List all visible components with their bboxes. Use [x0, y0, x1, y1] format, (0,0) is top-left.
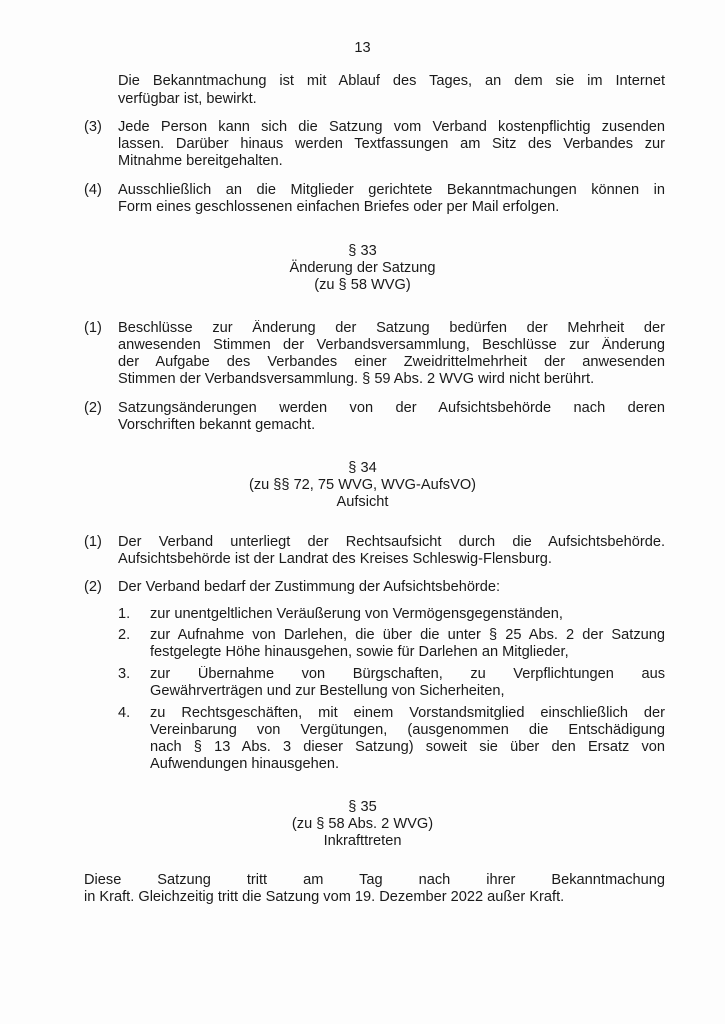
subitem-line: festgelegte Höhe hinausgehen, sowie für Darlehen an Mitglieder, [150, 644, 569, 660]
subitem-number: 1. [118, 606, 131, 622]
body-line: Diese Satzung tritt am Tag nach ihrer Bekanntmachung [84, 872, 665, 888]
item-line: Aufsichtsbehörde ist der Landrat des Kreises Schleswig-Flensburg. [118, 551, 552, 567]
section-title: Inkrafttreten [323, 833, 402, 849]
section-heading: § 35 [348, 799, 377, 815]
subitem-line: Aufwendungen hinausgehen. [150, 756, 340, 772]
item-number: (1) [84, 320, 102, 336]
subitem-line: zu Rechtsgeschäften, mit einem Vorstandsmitglied einschließlich der [150, 705, 665, 721]
page-number: 13 [354, 40, 371, 56]
intro-line: verfügbar ist, bewirkt. [118, 91, 257, 107]
item-line: Stimmen der Verbandsversammlung. § 59 Abs. 2 WVG wird nicht berührt. [118, 371, 595, 387]
intro-line: Die Bekanntmachung ist mit Ablauf des Tages, an dem sie im Internet [118, 73, 665, 89]
subitem-number: 3. [118, 666, 131, 682]
item-line: Der Verband bedarf der Zustimmung der Aufsichtsbehörde: [118, 579, 501, 595]
section-heading: § 34 [348, 460, 377, 476]
subitem-number: 4. [118, 705, 131, 721]
subitem-number: 2. [118, 627, 131, 643]
subitem-line: Gewährverträgen und zur Bestellung von Sicherheiten, [150, 683, 505, 699]
item-number: (4) [84, 182, 102, 198]
item-line: anwesenden Stimmen der Verbandsversammlung, Beschlüsse zur Änderung [118, 337, 665, 353]
item-line: Satzungsänderungen werden von der Aufsichtsbehörde nach deren [118, 400, 665, 416]
section-heading: § 33 [348, 243, 377, 259]
item-line: lassen. Darüber hinaus werden Textfassungen am Sitz des Verbandes zur [118, 136, 665, 152]
subitem-line: zur unentgeltlichen Veräußerung von Vermögensgegenständen, [150, 606, 563, 622]
item-number: (1) [84, 534, 102, 550]
subitem-line: nach § 13 Abs. 3 dieser Satzung) soweit sie über den Ersatz von [150, 739, 665, 755]
subitem-line: Vereinbarung von Vergütungen, (ausgenommen die Entschädigung [150, 722, 665, 738]
section-title: Aufsicht [336, 494, 389, 510]
item-number: (2) [84, 579, 102, 595]
item-line: Ausschließlich an die Mitglieder gerichtete Bekanntmachungen können in [118, 182, 665, 198]
item-line: Mitnahme bereitgehalten. [118, 153, 283, 169]
section-ref: (zu § 58 Abs. 2 WVG) [291, 816, 434, 832]
item-number: (3) [84, 119, 102, 135]
item-line: Jede Person kann sich die Satzung vom Verband kostenpflichtig zusenden [118, 119, 665, 135]
section-ref: (zu §§ 72, 75 WVG, WVG-AufsVO) [248, 477, 477, 493]
item-line: Der Verband unterliegt der Rechtsaufsicht durch die Aufsichtsbehörde. [118, 534, 665, 550]
body-line: in Kraft. Gleichzeitig tritt die Satzung vom 19. Dezember 2022 außer Kraft. [84, 889, 565, 905]
section-ref: (zu § 58 WVG) [314, 277, 411, 293]
subitem-line: zur Übernahme von Bürgschaften, zu Verpflichtungen aus [150, 666, 665, 682]
section-title: Änderung der Satzung [289, 260, 436, 276]
item-number: (2) [84, 400, 102, 416]
item-line: Form eines geschlossenen einfachen Briefes oder per Mail erfolgen. [118, 199, 560, 215]
item-line: Beschlüsse zur Änderung der Satzung bedürfen der Mehrheit der [118, 320, 665, 336]
subitem-line: zur Aufnahme von Darlehen, die über die unter § 25 Abs. 2 der Satzung [150, 627, 665, 643]
item-line: Vorschriften bekannt gemacht. [118, 417, 316, 433]
item-line: der Aufgabe des Verbandes einer Zweidrittelmehrheit der anwesenden [118, 354, 665, 370]
